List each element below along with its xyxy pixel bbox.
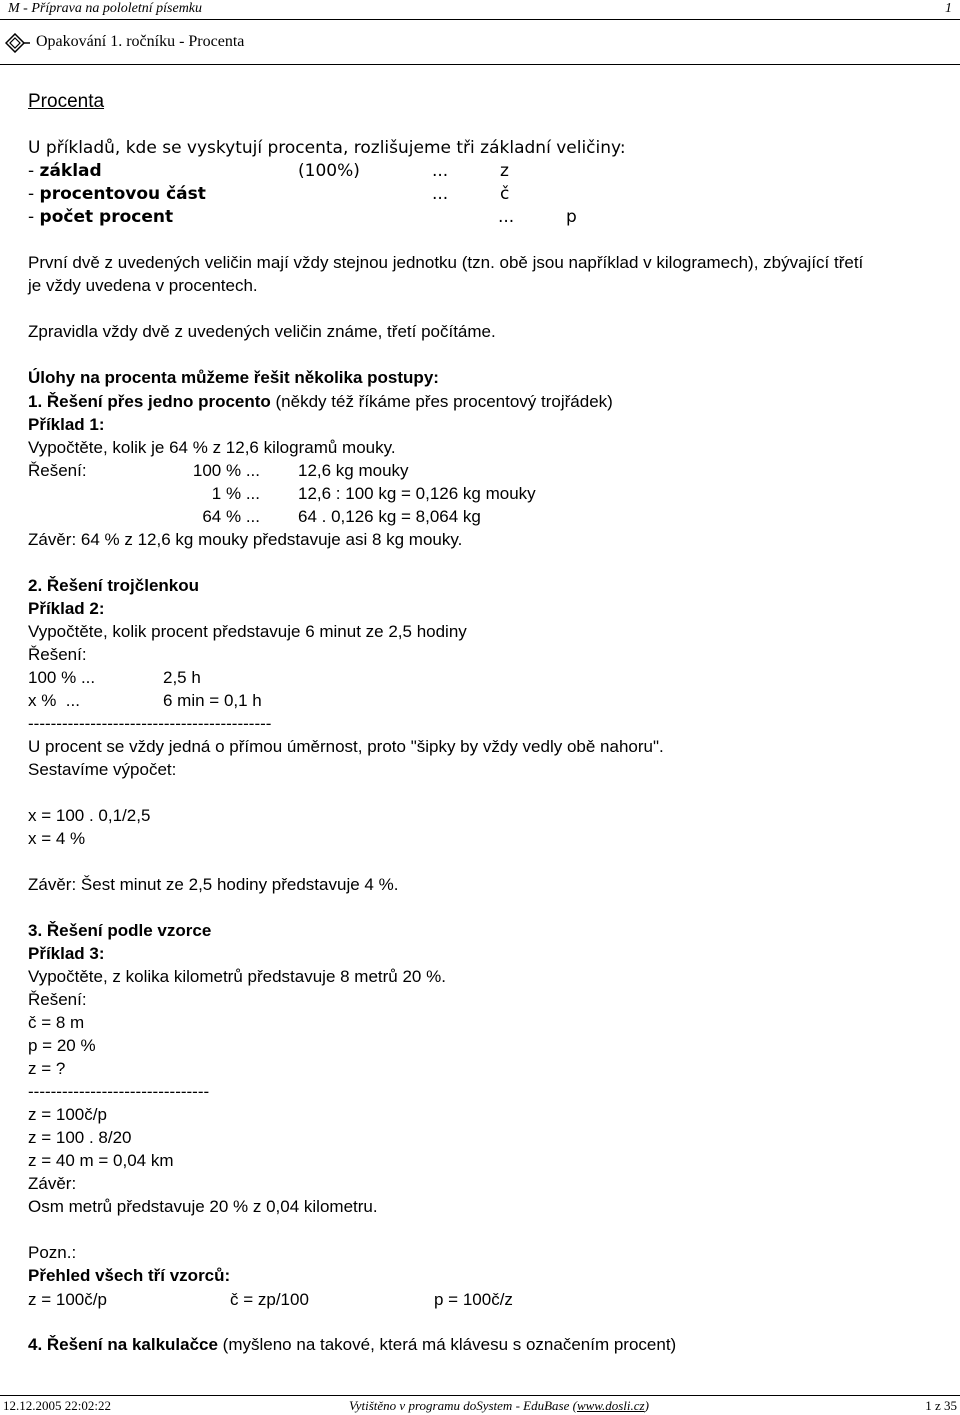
page-heading: Procenta [28,91,105,112]
calc-line: x = 100 . 0,1/2,5 [28,806,151,825]
ex2-row-left: 100 % ... [28,668,96,687]
quantity-name: počet procent [39,207,174,227]
example-2-setup: Sestavíme výpočet: [28,760,177,779]
document-title: M - Příprava na pololetní písemku [8,1,203,16]
conclusion-label: Závěr: [28,1174,77,1193]
formula: z = 100č/p [28,1290,107,1309]
quantity-symbol: č [500,184,510,204]
page-count: 1 z 35 [925,1398,957,1413]
methods-title: Úlohy na procenta můžeme řešit několika postupy: [28,368,439,387]
solution-label: Řešení: [28,645,87,664]
method-1-heading: 1. Řešení přes jedno procento (někdy též říkáme přes procentový trojřádek) [28,392,613,411]
page-footer [0,1395,960,1415]
quantity-name: procentovou část [39,184,206,204]
step-line: z = 100č/p [28,1105,107,1124]
paragraph: Zpravidla vždy dvě z uvedených veličin známe, třetí počítáme. [28,322,496,341]
quantity-name: základ [39,161,102,181]
ex1-row-right: 64 . 0,126 kg = 8,064 kg [298,507,481,526]
example-1-title: Příklad 1: [28,415,105,434]
quantity-row: - základ [28,161,102,181]
quantity-dots: ... [498,207,515,227]
example-3-title: Příklad 3: [28,944,105,963]
page-number: 1 [945,1,952,16]
quantity-row: - počet procent [28,207,174,227]
ex2-row-right: 6 min = 0,1 h [163,691,262,710]
ex1-row-right: 12,6 : 100 kg = 0,126 kg mouky [298,484,536,503]
printed-by: Vytištěno v programu doSystem - EduBase (www.dosli.cz) [349,1398,649,1413]
remark-title: Přehled všech tří vzorců: [28,1266,231,1285]
quantity-symbol: z [500,161,509,181]
quantity-note: (100%) [298,161,360,181]
diamond-nav-icon[interactable] [5,33,31,53]
given-line: č = 8 m [28,1013,85,1032]
calc-line: x = 4 % [28,829,86,848]
method-2-heading: 2. Řešení trojčlenkou [28,576,200,595]
solution-label: Řešení: [28,461,87,480]
separator-line: -------------------------------- [28,1082,210,1101]
example-2-conclusion: Závěr: Šest minut ze 2,5 hodiny představuje 4 %. [28,875,399,894]
ex1-row-left: 100 % ... [192,461,260,480]
example-3-conclusion: Osm metrů představuje 20 % z 0,04 kilometru. [28,1197,378,1216]
separator-line: ------------------------------------------- [28,714,272,733]
example-2-note: U procent se vždy jedná o přímou úměrnost, proto "šipky by vždy vedly obě nahoru". [28,737,664,756]
remark-label: Pozn.: [28,1243,77,1262]
given-line: p = 20 % [28,1036,96,1055]
ex2-row-left: x % ... [28,691,80,710]
section-bar [0,21,960,65]
section-title: Opakování 1. ročníku - Procenta [36,33,245,50]
website-link[interactable]: www.dosli.cz [576,1398,645,1413]
paragraph-line: je vždy uvedena v procentech. [28,276,258,295]
solution-label: Řešení: [28,990,87,1009]
example-2-task: Vypočtěte, kolik procent představuje 6 minut ze 2,5 hodiny [28,622,467,641]
ex2-row-right: 2,5 h [163,668,201,687]
quantity-dots: ... [432,184,449,204]
page-header [0,0,960,20]
formula: p = 100č/z [434,1290,513,1309]
ex1-row-right: 12,6 kg mouky [298,461,409,480]
ex1-row-left: 64 % ... [202,507,260,526]
quantity-row: - procentovou část [28,184,206,204]
paragraph-line: První dvě z uvedených veličin mají vždy stejnou jednotku (tzn. obě jsou například v kilogramech), zbývající třetí [28,253,864,272]
example-3-task: Vypočtěte, z kolika kilometrů představuje 8 metrů 20 %. [28,967,446,986]
print-date: 12.12.2005 22:02:22 [3,1398,111,1413]
intro-text: U příkladů, kde se vyskytují procenta, rozlišujeme tři základní veličiny: [28,138,626,158]
given-line: z = ? [28,1059,66,1078]
ex1-row-left: 1 % ... [211,484,260,503]
quantity-dots: ... [432,161,449,181]
method-4-heading: 4. Řešení na kalkulačce (myšleno na takové, která má klávesu s označením procent) [28,1335,677,1354]
example-2-title: Příklad 2: [28,599,105,618]
formula: č = zp/100 [230,1290,309,1309]
method-3-heading: 3. Řešení podle vzorce [28,921,212,940]
quantity-symbol: p [566,207,577,227]
step-line: z = 40 m = 0,04 km [28,1151,174,1170]
example-1-task: Vypočtěte, kolik je 64 % z 12,6 kilogramů mouky. [28,438,396,457]
step-line: z = 100 . 8/20 [28,1128,132,1147]
example-1-conclusion: Závěr: 64 % z 12,6 kg mouky představuje asi 8 kg mouky. [28,530,463,549]
